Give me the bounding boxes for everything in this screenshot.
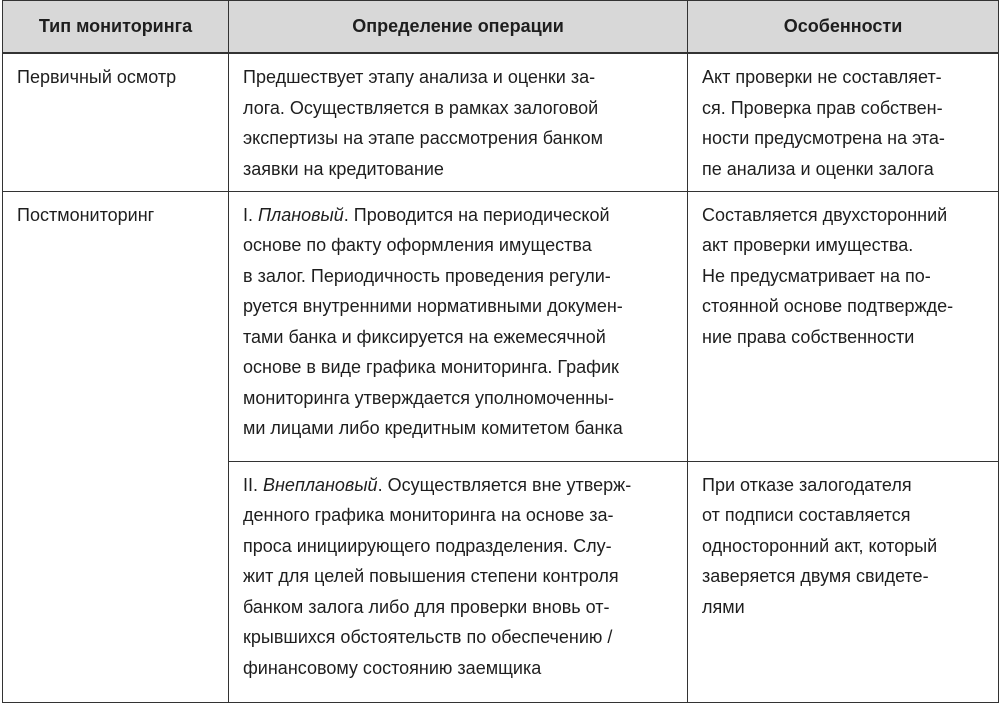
features-line: ся. Проверка прав собствен- <box>702 97 943 118</box>
features-line: от подписи составляется <box>702 505 911 525</box>
item-number: I. <box>243 204 259 225</box>
operation-line: экспертизы на этапе рассмотрения банком <box>243 128 604 148</box>
features-cell <box>688 191 999 461</box>
item-number: II. <box>243 474 264 495</box>
operation-line: Предшествует этапу анализа и оценки за- <box>243 67 596 87</box>
monitoring-table <box>2 0 999 703</box>
operation-cell <box>229 53 688 191</box>
operation-line: заявки на кредитование <box>243 158 444 179</box>
features-line: Составляется двухсторонний <box>702 204 948 225</box>
features-line: При отказе залогодателя <box>702 474 912 495</box>
features-line: лями <box>702 596 745 617</box>
table-row <box>3 191 999 461</box>
header-operation: Определение операции <box>229 1 688 54</box>
operation-line: основе в виде графика мониторинга. График <box>243 357 619 377</box>
type-label: Постмониторинг <box>17 204 155 225</box>
features-line: односторонний акт, который <box>702 535 938 556</box>
operation-line: основе по факту оформления имущества <box>243 235 592 255</box>
features-line: ности предусмотрена на эта- <box>702 128 945 148</box>
operation-line: мониторинга утверждается уполномоченны- <box>243 387 615 408</box>
operation-line: тами банка и фиксируется на ежемесячной <box>243 326 606 347</box>
table-row <box>3 53 999 191</box>
type-cell <box>3 53 229 191</box>
operation-cell <box>229 461 688 703</box>
features-cell <box>688 53 999 191</box>
operation-cell <box>229 191 688 461</box>
item-text: . Осуществляется вне утверж- <box>377 474 632 495</box>
operation-line: крывшихся обстоятельств по обеспечению / <box>243 627 613 647</box>
operation-line: руется внутренними нормативными докумен- <box>243 296 623 316</box>
features-line: акт проверки имущества. <box>702 235 914 255</box>
header-type: Тип мониторинга <box>3 1 229 54</box>
operation-line <box>243 470 673 501</box>
operation-line: лога. Осуществляется в рамках залоговой <box>243 97 599 118</box>
operation-line: финансовому состоянию заемщика <box>243 657 542 678</box>
operation-line: в залог. Периодичность проведения регули- <box>243 265 611 286</box>
operation-line: жит для целей повышения степени контроля <box>243 566 619 586</box>
item-term: Внеплановый <box>263 474 378 495</box>
operation-line: ми лицами либо кредитным комитетом банка <box>243 418 623 438</box>
features-line: заверяется двумя свидете- <box>702 566 929 586</box>
features-line: стоянной основе подтвержде- <box>702 296 954 316</box>
operation-line: денного графика мониторинга на основе за- <box>243 505 614 525</box>
item-term: Плановый <box>258 204 344 225</box>
features-line: Акт проверки не составляет- <box>702 67 942 87</box>
operation-line: банком залога либо для проверки вновь от- <box>243 596 610 617</box>
features-line: Не предусматривает на по- <box>702 265 931 286</box>
header-row <box>3 1 999 54</box>
header-features: Особенности <box>688 1 999 54</box>
type-cell <box>3 191 229 703</box>
type-label: Первичный осмотр <box>17 67 177 87</box>
operation-line <box>243 200 673 231</box>
features-cell <box>688 461 999 703</box>
features-line: ние права собственности <box>702 326 915 347</box>
features-line: пе анализа и оценки залога <box>702 158 934 179</box>
operation-line: проса инициирующего подразделения. Слу- <box>243 535 612 556</box>
item-text: . Проводится на периодической <box>343 204 610 225</box>
